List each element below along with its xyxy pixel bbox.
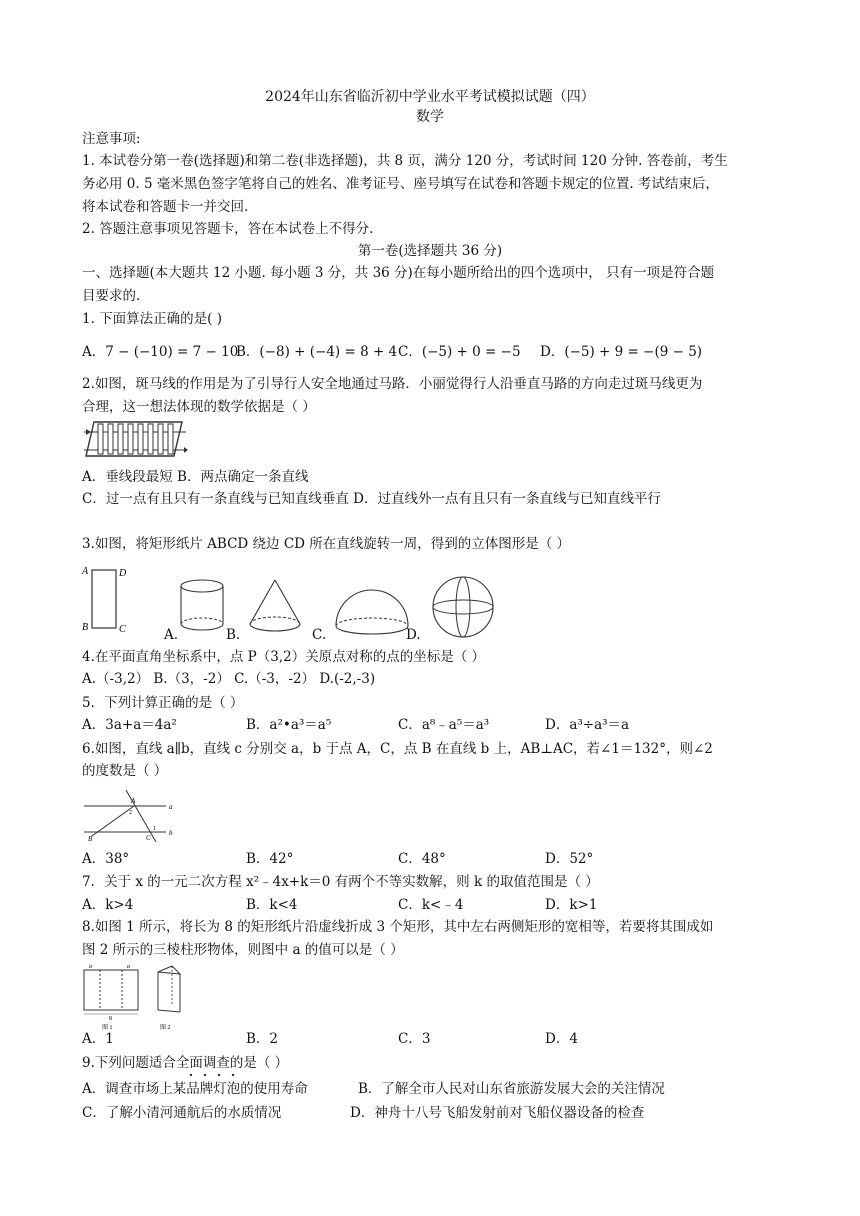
emphasis-dots (187, 1072, 237, 1078)
label-a: A (82, 566, 89, 577)
q8-option-c: C．3 (398, 1031, 431, 1047)
fig1-caption: 图 1 (102, 1025, 113, 1030)
point-a-label: A (131, 797, 136, 805)
parallel-lines-figure (82, 786, 178, 846)
fig1-a-left-label: a (89, 964, 92, 970)
q5-stem: 5．下列计算正确的是（ ） (82, 695, 244, 711)
q1-option-d: D．(−5) + 9 = −(9 − 5) (540, 344, 703, 360)
q6-stem-line-1: 6.如图，直线 a∥b，直线 c 分别交 a，b 于点 A，C，点 B 在直线 b 上，AB⊥AC，若∠1＝132°，则∠2 (82, 741, 713, 757)
cone-figure (244, 578, 306, 636)
q5-option-b: B．a²•a³＝a⁵ (246, 717, 332, 733)
cylinder-figure (176, 578, 228, 634)
notice-heading: 注意事项: (82, 131, 141, 147)
q8-option-b: B．2 (246, 1031, 279, 1047)
q5-option-d: D．a³÷a³＝a (545, 717, 630, 733)
q3-stem: 3.如图，将矩形纸片 ABCD 绕边 CD 所在直线旋转一周，得到的立体图形是（ ） (82, 536, 571, 552)
point-b-label: B (88, 835, 93, 843)
q9-option-a: A．调查市场上某品牌灯泡的使用寿命 (82, 1081, 308, 1097)
q7-option-c: C．k<﹣4 (398, 897, 464, 913)
q1-stem: 1. 下面算法正确的是( ) (82, 311, 222, 327)
notice-item-1-line-3: 将本试卷和答题卡一并交回. (82, 199, 249, 215)
label-b: B (82, 622, 89, 633)
exam-title: 2024年山东省临沂初中学业水平考试模拟试题（四） (265, 89, 595, 105)
q1-option-b: B．(−8) + (−4) = 8 + 4 (236, 344, 398, 360)
q6-option-a: A．38° (82, 851, 130, 867)
q2-options-ab: A．垂线段最短 B．两点确定一条直线 (82, 469, 309, 485)
q4-stem: 4.在平面直角坐标系中，点 P（3,2）关原点对称的点的坐标是（ ） (82, 649, 486, 665)
q8-option-a: A．1 (82, 1031, 114, 1047)
hemisphere-figure (332, 588, 412, 638)
q9-stem: 9.下列问题适合全面调查的是（ ） (82, 1055, 289, 1071)
q7-stem: 7．关于 x 的一元二次方程 x²﹣4x+k＝0 有两个不等实数解，则 k 的取值范围是（ ） (82, 874, 599, 890)
q7-option-a: A．k>4 (82, 897, 134, 913)
angle-2-label: 2 (129, 810, 132, 816)
angle-1-label: 1 (153, 826, 156, 832)
q6-option-b: B．42° (246, 851, 294, 867)
q5-option-c: C．a⁸﹣a⁵＝a³ (398, 717, 490, 733)
line-a-label: a (169, 803, 173, 811)
fig1-a-right-label: a (127, 964, 130, 970)
q9-option-d: D．神舟十八号飞船发射前对飞船仪器设备的检查 (350, 1105, 645, 1121)
q1-option-c: C．(−5) + 0 = −5 (398, 344, 521, 360)
q5-option-a: A．3a+a＝4a² (82, 717, 177, 733)
q2-stem-line-2: 合理，这一想法体现的数学依据是（ ） (82, 399, 316, 415)
section-instruction-line-2: 目要求的. (82, 288, 141, 304)
notice-item-1-line-2: 务必用 0. 5 毫米黑色签字笔将自己的姓名、准考证号、座号填写在试卷和答题卡规定的位置. 考试结束后， (82, 176, 719, 192)
fig2-caption: 图 2 (160, 1025, 171, 1030)
fig1-length-label: 8 (109, 1016, 112, 1022)
label-c: C (119, 624, 126, 635)
notice-item-2: 2. 答题注意事项见答题卡，答在本试卷上不得分. (82, 221, 374, 237)
q2-options-cd: C．过一点有且只有一条直线与已知直线垂直 D．过直线外一点有且只有一条直线与已知直线平行 (82, 491, 661, 507)
q1-option-a: A．7 − (−10) = 7 − 10 (82, 344, 239, 360)
label-d: D (119, 568, 127, 579)
q3-option-a: A. (164, 627, 179, 643)
sphere-figure (430, 574, 496, 640)
q9-option-b: B．了解全市人民对山东省旅游发展大会的关注情况 (358, 1081, 665, 1097)
q3-option-d: D. (406, 627, 421, 643)
q6-option-c: C．48° (398, 851, 446, 867)
q6-option-d: D．52° (545, 851, 594, 867)
rectangle-abcd-figure (80, 560, 130, 640)
section-heading: 第一卷(选择题共 36 分) (357, 243, 503, 259)
q3-option-c: C. (312, 627, 327, 643)
q8-stem-line-1: 8.如图 1 所示，将长为 8 的矩形纸片沿虚线折成 3 个矩形，其中左右两侧矩形的宽相等，若要将其围成如 (82, 919, 714, 935)
exam-subject: 数学 (416, 109, 444, 125)
line-b-label: b (169, 829, 173, 837)
q2-stem-line-1: 2.如图，斑马线的作用是为了引导行人安全地通过马路．小丽觉得行人沿垂直马路的方向走过斑马线更为 (82, 376, 703, 392)
q6-stem-line-2: 的度数是（ ） (82, 763, 168, 779)
q7-option-b: B．k<4 (246, 897, 298, 913)
crosswalk-figure (84, 420, 188, 462)
section-instruction-line-1: 一、选择题(本大题共 12 小题. 每小题 3 分，共 36 分)在每小题所给出的四个选项中， 只有一项是符合题 (82, 265, 715, 281)
q8-stem-line-2: 图 2 所示的三棱柱形物体，则图中 a 的值可以是（ ） (82, 942, 404, 958)
notice-item-1-line-1: 1. 本试卷分第一卷(选择题)和第二卷(非选择题)，共 8 页，满分 120 分，考试时间 120 分钟. 答卷前，考生 (82, 153, 728, 169)
q3-option-b: B. (226, 627, 241, 643)
q9-option-c: C．了解小清河通航后的水质情况 (82, 1105, 282, 1121)
unfolded-rectangle-figure-1 (80, 962, 142, 1030)
q7-option-d: D．k>1 (545, 897, 598, 913)
q8-option-d: D．4 (545, 1031, 578, 1047)
point-c-label: C (146, 834, 151, 842)
triangular-prism-figure-2 (154, 964, 184, 1030)
q4-options: A.（-3,2） B.（3，-2） C.（-3，-2） D.(-2,-3) (82, 671, 376, 687)
